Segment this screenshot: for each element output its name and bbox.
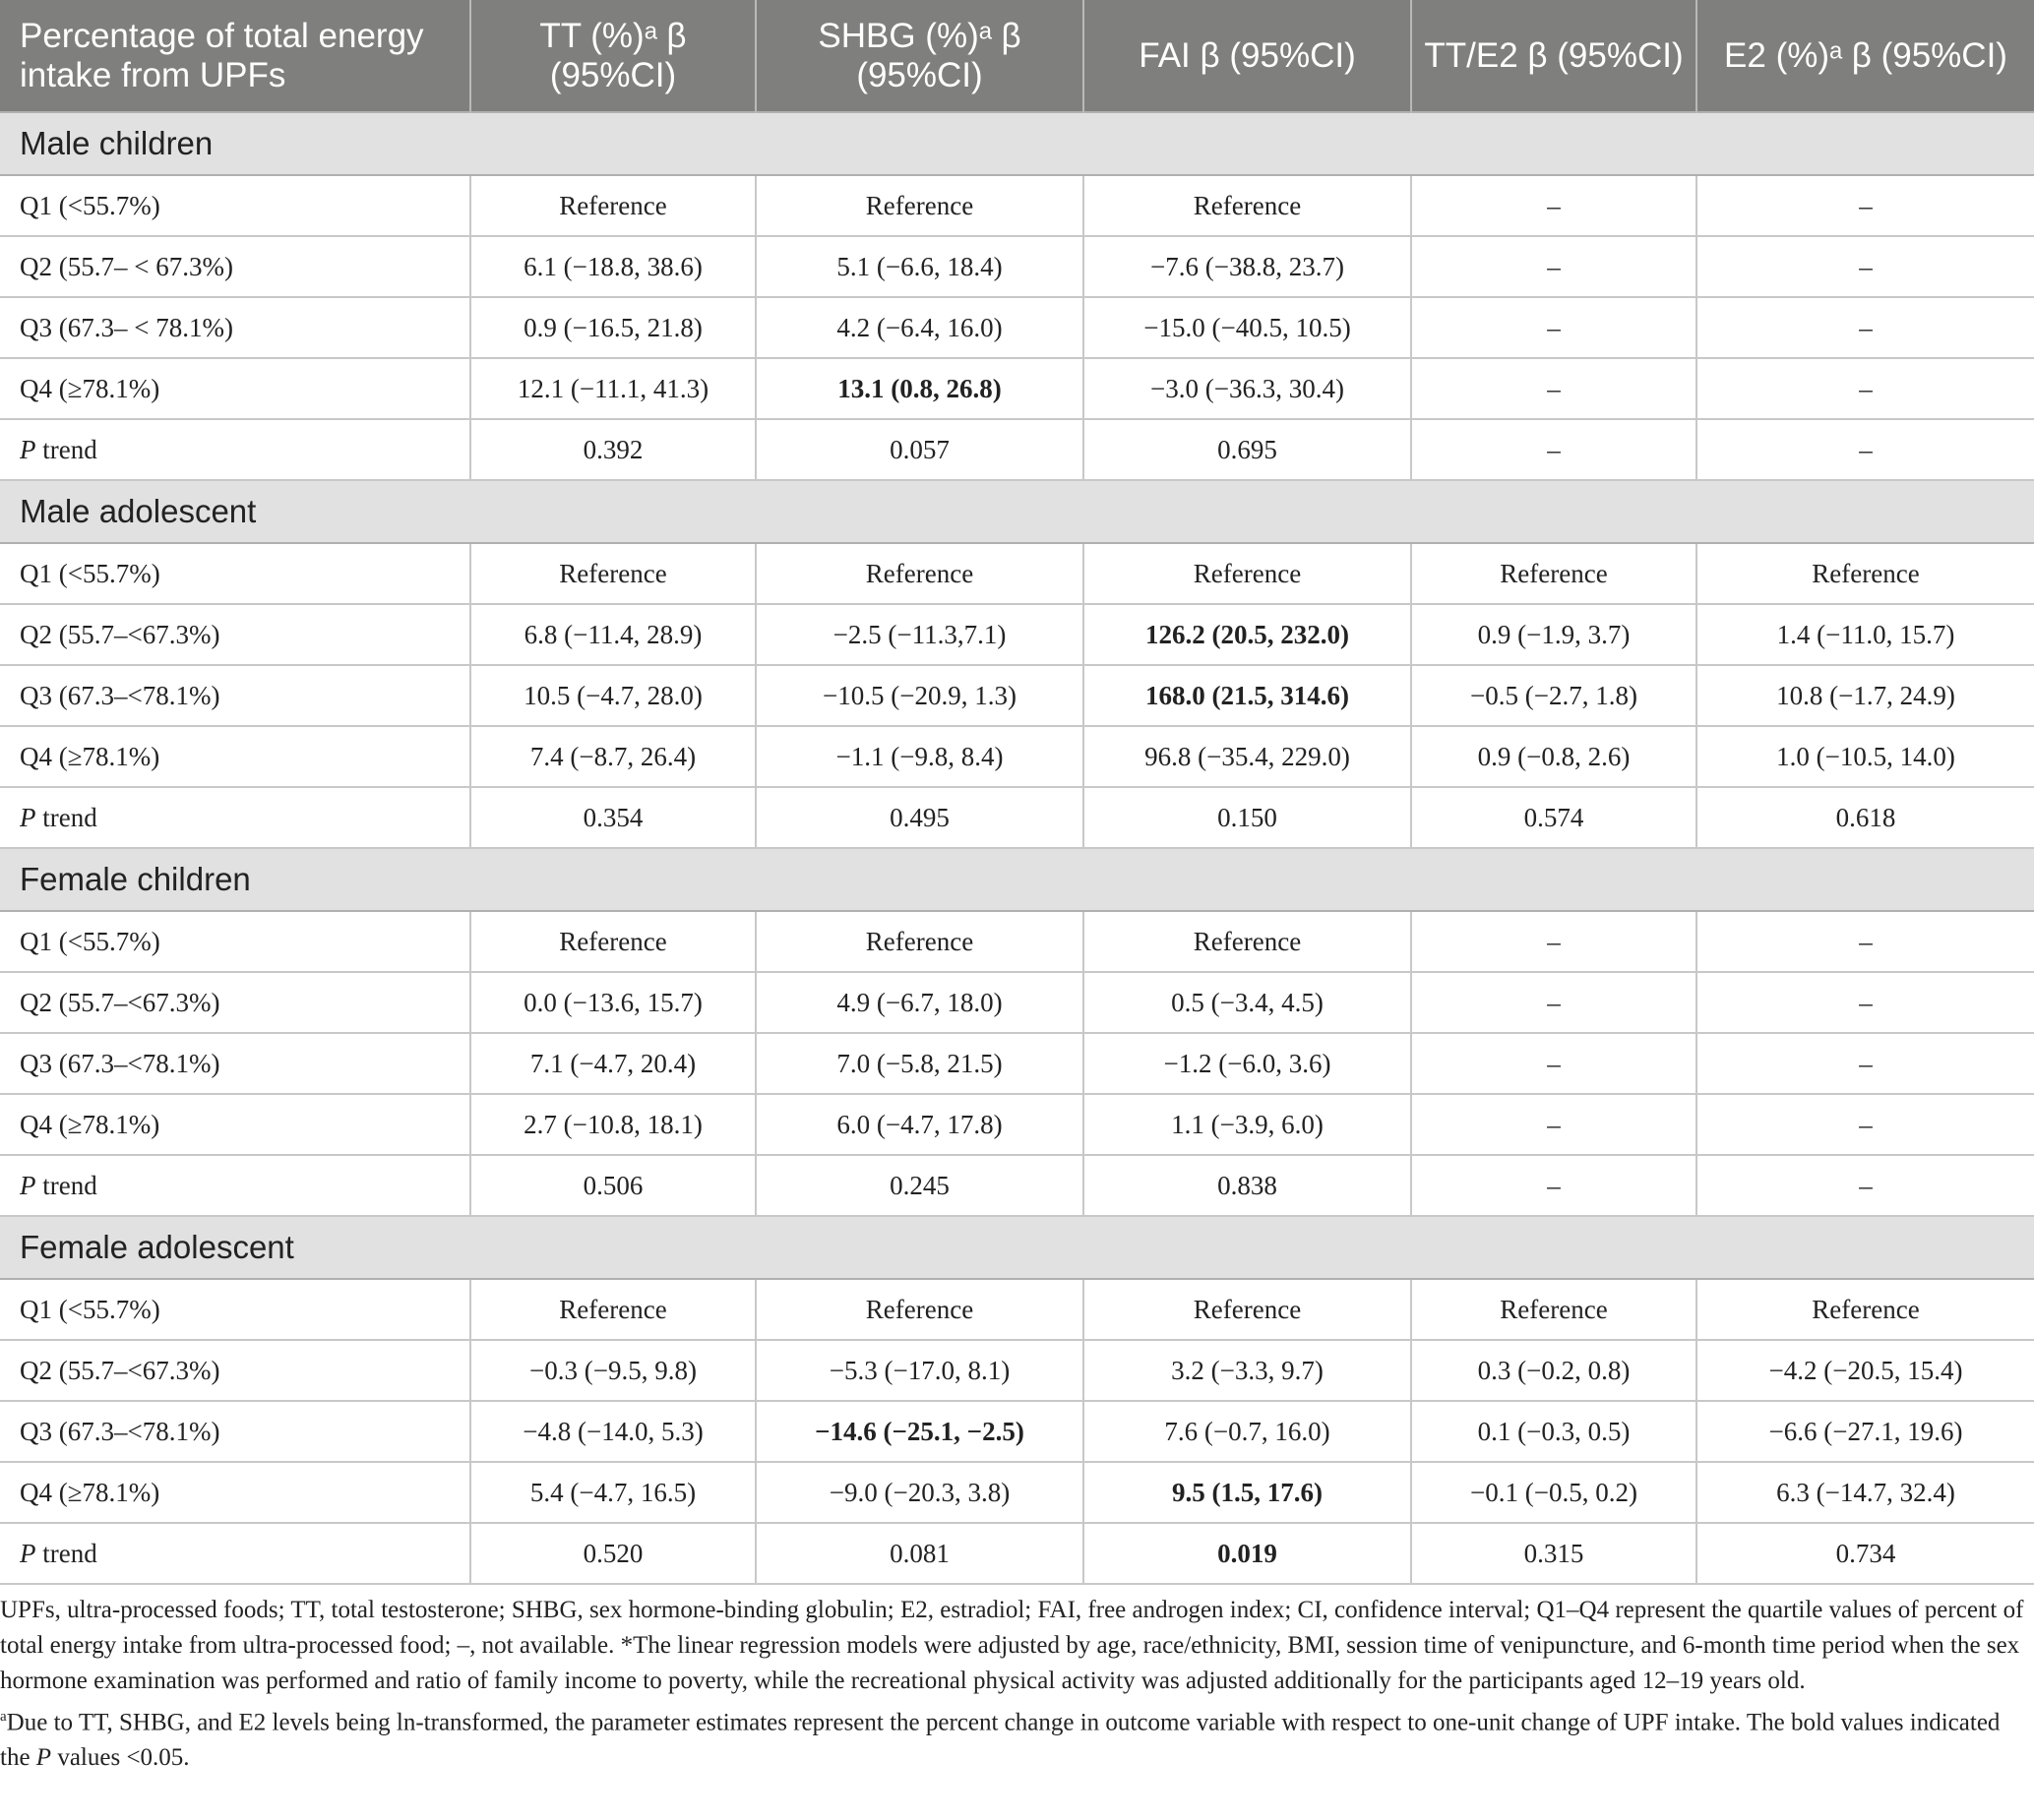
cell-e2: –	[1696, 1033, 2034, 1094]
header-e2: E2 (%)ᵃ β (95%CI)	[1696, 0, 2034, 112]
cell-tt: 10.5 (−4.7, 28.0)	[470, 665, 756, 726]
row-label: Q2 (55.7–<67.3%)	[0, 604, 470, 665]
footnote-ln-transform	[0, 1699, 2027, 1776]
group-title: Female adolescent	[0, 1216, 2034, 1279]
table-footnotes	[0, 1593, 2027, 1776]
cell-tt: 0.392	[470, 419, 756, 480]
cell-fai: 168.0 (21.5, 314.6)	[1083, 665, 1411, 726]
p-italic: P	[20, 1538, 36, 1568]
header-row	[0, 0, 2034, 112]
group-header-row	[0, 112, 2034, 175]
table-row	[0, 665, 2034, 726]
cell-e2: 1.4 (−11.0, 15.7)	[1696, 604, 2034, 665]
cell-fai: 0.695	[1083, 419, 1411, 480]
group-header-row	[0, 480, 2034, 543]
table-row	[0, 604, 2034, 665]
row-label	[0, 1155, 470, 1216]
cell-fai: −7.6 (−38.8, 23.7)	[1083, 236, 1411, 297]
cell-shbg: −9.0 (−20.3, 3.8)	[756, 1462, 1083, 1523]
cell-tt: Reference	[470, 175, 756, 236]
row-label: Q2 (55.7– < 67.3%)	[0, 236, 470, 297]
header-tt: TT (%)ᵃ β (95%CI)	[470, 0, 756, 112]
cell-tt: 6.8 (−11.4, 28.9)	[470, 604, 756, 665]
cell-fai: 126.2 (20.5, 232.0)	[1083, 604, 1411, 665]
cell-shbg: 4.9 (−6.7, 18.0)	[756, 972, 1083, 1033]
cell-fai: Reference	[1083, 175, 1411, 236]
cell-shbg: −14.6 (−25.1, −2.5)	[756, 1401, 1083, 1462]
cell-tt: 0.520	[470, 1523, 756, 1584]
row-label: Q1 (<55.7%)	[0, 911, 470, 972]
row-label	[0, 787, 470, 848]
table-row	[0, 419, 2034, 480]
cell-shbg: 0.057	[756, 419, 1083, 480]
cell-fai: Reference	[1083, 1279, 1411, 1340]
cell-tt: 0.354	[470, 787, 756, 848]
cell-e2: –	[1696, 175, 2034, 236]
cell-tt: 0.506	[470, 1155, 756, 1216]
cell-tt-e2: –	[1411, 419, 1696, 480]
trend-text: trend	[35, 1538, 97, 1568]
cell-e2: –	[1696, 297, 2034, 358]
cell-tt: 5.4 (−4.7, 16.5)	[470, 1462, 756, 1523]
cell-fai: 1.1 (−3.9, 6.0)	[1083, 1094, 1411, 1155]
table-row	[0, 236, 2034, 297]
cell-tt: −0.3 (−9.5, 9.8)	[470, 1340, 756, 1401]
cell-tt-e2: 0.315	[1411, 1523, 1696, 1584]
cell-tt-e2: −0.5 (−2.7, 1.8)	[1411, 665, 1696, 726]
table-row	[0, 543, 2034, 604]
cell-tt-e2: –	[1411, 297, 1696, 358]
cell-e2: 10.8 (−1.7, 24.9)	[1696, 665, 2034, 726]
cell-fai: 7.6 (−0.7, 16.0)	[1083, 1401, 1411, 1462]
cell-shbg: −10.5 (−20.9, 1.3)	[756, 665, 1083, 726]
cell-tt: 7.4 (−8.7, 26.4)	[470, 726, 756, 787]
table-row	[0, 1279, 2034, 1340]
cell-shbg: −1.1 (−9.8, 8.4)	[756, 726, 1083, 787]
cell-e2: –	[1696, 419, 2034, 480]
header-shbg: SHBG (%)ᵃ β (95%CI)	[756, 0, 1083, 112]
cell-fai: −3.0 (−36.3, 30.4)	[1083, 358, 1411, 419]
cell-tt-e2: –	[1411, 175, 1696, 236]
cell-tt: Reference	[470, 543, 756, 604]
table-row	[0, 787, 2034, 848]
group-header-row	[0, 1216, 2034, 1279]
p-italic: P	[20, 802, 36, 832]
cell-tt: 0.0 (−13.6, 15.7)	[470, 972, 756, 1033]
trend-text: trend	[35, 802, 97, 832]
cell-tt: 6.1 (−18.8, 38.6)	[470, 236, 756, 297]
cell-tt: 0.9 (−16.5, 21.8)	[470, 297, 756, 358]
cell-fai: −15.0 (−40.5, 10.5)	[1083, 297, 1411, 358]
cell-e2: Reference	[1696, 543, 2034, 604]
cell-e2: −4.2 (−20.5, 15.4)	[1696, 1340, 2034, 1401]
row-label: Q4 (≥78.1%)	[0, 358, 470, 419]
cell-tt: −4.8 (−14.0, 5.3)	[470, 1401, 756, 1462]
cell-e2: −6.6 (−27.1, 19.6)	[1696, 1401, 2034, 1462]
cell-tt-e2: 0.9 (−0.8, 2.6)	[1411, 726, 1696, 787]
cell-e2: 0.734	[1696, 1523, 2034, 1584]
cell-e2: Reference	[1696, 1279, 2034, 1340]
cell-tt-e2: –	[1411, 1033, 1696, 1094]
cell-shbg: Reference	[756, 175, 1083, 236]
row-label: Q4 (≥78.1%)	[0, 726, 470, 787]
group-header-row	[0, 848, 2034, 911]
cell-tt-e2: –	[1411, 358, 1696, 419]
table-row	[0, 358, 2034, 419]
cell-fai: 0.150	[1083, 787, 1411, 848]
cell-tt: Reference	[470, 911, 756, 972]
group-title: Male adolescent	[0, 480, 2034, 543]
cell-shbg: Reference	[756, 1279, 1083, 1340]
cell-tt-e2: 0.574	[1411, 787, 1696, 848]
row-label: Q1 (<55.7%)	[0, 543, 470, 604]
cell-fai: Reference	[1083, 911, 1411, 972]
cell-tt-e2: –	[1411, 1155, 1696, 1216]
header-tt-e2: TT/E2 β (95%CI)	[1411, 0, 1696, 112]
cell-tt: 12.1 (−11.1, 41.3)	[470, 358, 756, 419]
row-label: Q1 (<55.7%)	[0, 1279, 470, 1340]
cell-shbg: 4.2 (−6.4, 16.0)	[756, 297, 1083, 358]
cell-e2: 0.618	[1696, 787, 2034, 848]
footnote-abbreviations: UPFs, ultra-processed foods; TT, total testosterone; SHBG, sex hormone-binding globulin; E2, estradiol; FAI, free androgen index; CI, confidence interval; Q1–Q4 represent the quartile values of percent of total energy intake from ultra-processed food; –, not available. *The linear regression models were adjusted by age, race/ethnicity, BMI, session time of venipuncture, and 6-month time period when the sex hormone examination was performed and ratio of family income to poverty, while the recreational physical activity was adjusted additionally for the participants aged 12–19 years old.	[0, 1597, 2024, 1694]
cell-tt-e2: –	[1411, 1094, 1696, 1155]
cell-shbg: 0.495	[756, 787, 1083, 848]
table-row	[0, 1523, 2034, 1584]
table-header	[0, 0, 2034, 112]
cell-tt-e2: Reference	[1411, 543, 1696, 604]
row-label: Q4 (≥78.1%)	[0, 1094, 470, 1155]
cell-tt: Reference	[470, 1279, 756, 1340]
trend-text: trend	[35, 434, 97, 464]
cell-fai: −1.2 (−6.0, 3.6)	[1083, 1033, 1411, 1094]
row-label: Q4 (≥78.1%)	[0, 1462, 470, 1523]
table-row	[0, 1094, 2034, 1155]
cell-shbg: Reference	[756, 911, 1083, 972]
trend-text: trend	[35, 1170, 97, 1200]
table-body	[0, 112, 2034, 1584]
cell-e2: –	[1696, 911, 2034, 972]
cell-tt: 2.7 (−10.8, 18.1)	[470, 1094, 756, 1155]
cell-e2: –	[1696, 1094, 2034, 1155]
header-upf-percentage: Percentage of total energy intake from UPFs	[0, 0, 470, 112]
table-row	[0, 1401, 2034, 1462]
table-row	[0, 1340, 2034, 1401]
group-title: Female children	[0, 848, 2034, 911]
p-italic: P	[20, 1170, 36, 1200]
row-label	[0, 419, 470, 480]
row-label: Q3 (67.3–<78.1%)	[0, 1033, 470, 1094]
cell-shbg: 7.0 (−5.8, 21.5)	[756, 1033, 1083, 1094]
cell-e2: 1.0 (−10.5, 14.0)	[1696, 726, 2034, 787]
cell-shbg: 5.1 (−6.6, 18.4)	[756, 236, 1083, 297]
footnote-p-italic: P	[35, 1744, 52, 1772]
p-italic: P	[20, 434, 36, 464]
row-label: Q2 (55.7–<67.3%)	[0, 1340, 470, 1401]
cell-tt-e2: Reference	[1411, 1279, 1696, 1340]
cell-fai: 3.2 (−3.3, 9.7)	[1083, 1340, 1411, 1401]
cell-fai: 0.838	[1083, 1155, 1411, 1216]
cell-tt-e2: –	[1411, 972, 1696, 1033]
footnote-marker: a	[0, 1709, 7, 1725]
row-label: Q3 (67.3–<78.1%)	[0, 1401, 470, 1462]
cell-shbg: 6.0 (−4.7, 17.8)	[756, 1094, 1083, 1155]
row-label: Q3 (67.3– < 78.1%)	[0, 297, 470, 358]
cell-e2: –	[1696, 358, 2034, 419]
cell-tt-e2: 0.9 (−1.9, 3.7)	[1411, 604, 1696, 665]
cell-tt-e2: –	[1411, 236, 1696, 297]
row-label: Q2 (55.7–<67.3%)	[0, 972, 470, 1033]
cell-e2: –	[1696, 236, 2034, 297]
table-row	[0, 726, 2034, 787]
cell-tt-e2: 0.3 (−0.2, 0.8)	[1411, 1340, 1696, 1401]
cell-fai: 0.019	[1083, 1523, 1411, 1584]
cell-fai: 9.5 (1.5, 17.6)	[1083, 1462, 1411, 1523]
cell-tt-e2: −0.1 (−0.5, 0.2)	[1411, 1462, 1696, 1523]
table-row	[0, 175, 2034, 236]
cell-shbg: 0.081	[756, 1523, 1083, 1584]
group-title: Male children	[0, 112, 2034, 175]
table-row	[0, 972, 2034, 1033]
table-row	[0, 911, 2034, 972]
cell-fai: 96.8 (−35.4, 229.0)	[1083, 726, 1411, 787]
cell-shbg: 0.245	[756, 1155, 1083, 1216]
footnote-end: values <0.05.	[51, 1744, 190, 1772]
cell-tt-e2: 0.1 (−0.3, 0.5)	[1411, 1401, 1696, 1462]
cell-e2: 6.3 (−14.7, 32.4)	[1696, 1462, 2034, 1523]
table-row	[0, 297, 2034, 358]
table-row	[0, 1155, 2034, 1216]
footnote-text: Due to TT, SHBG, and E2 levels being ln-transformed, the parameter estimates represent the percent change in outcome variable with respect to one-unit change of UPF intake. The bold values indicated the	[0, 1709, 2001, 1772]
table-row	[0, 1033, 2034, 1094]
cell-e2: –	[1696, 972, 2034, 1033]
cell-fai: 0.5 (−3.4, 4.5)	[1083, 972, 1411, 1033]
cell-shbg: Reference	[756, 543, 1083, 604]
cell-e2: –	[1696, 1155, 2034, 1216]
row-label	[0, 1523, 470, 1584]
cell-tt-e2: –	[1411, 911, 1696, 972]
table-row	[0, 1462, 2034, 1523]
row-label: Q1 (<55.7%)	[0, 175, 470, 236]
header-fai: FAI β (95%CI)	[1083, 0, 1411, 112]
cell-shbg: 13.1 (0.8, 26.8)	[756, 358, 1083, 419]
cell-shbg: −2.5 (−11.3,7.1)	[756, 604, 1083, 665]
cell-shbg: −5.3 (−17.0, 8.1)	[756, 1340, 1083, 1401]
row-label: Q3 (67.3–<78.1%)	[0, 665, 470, 726]
cell-tt: 7.1 (−4.7, 20.4)	[470, 1033, 756, 1094]
cell-fai: Reference	[1083, 543, 1411, 604]
